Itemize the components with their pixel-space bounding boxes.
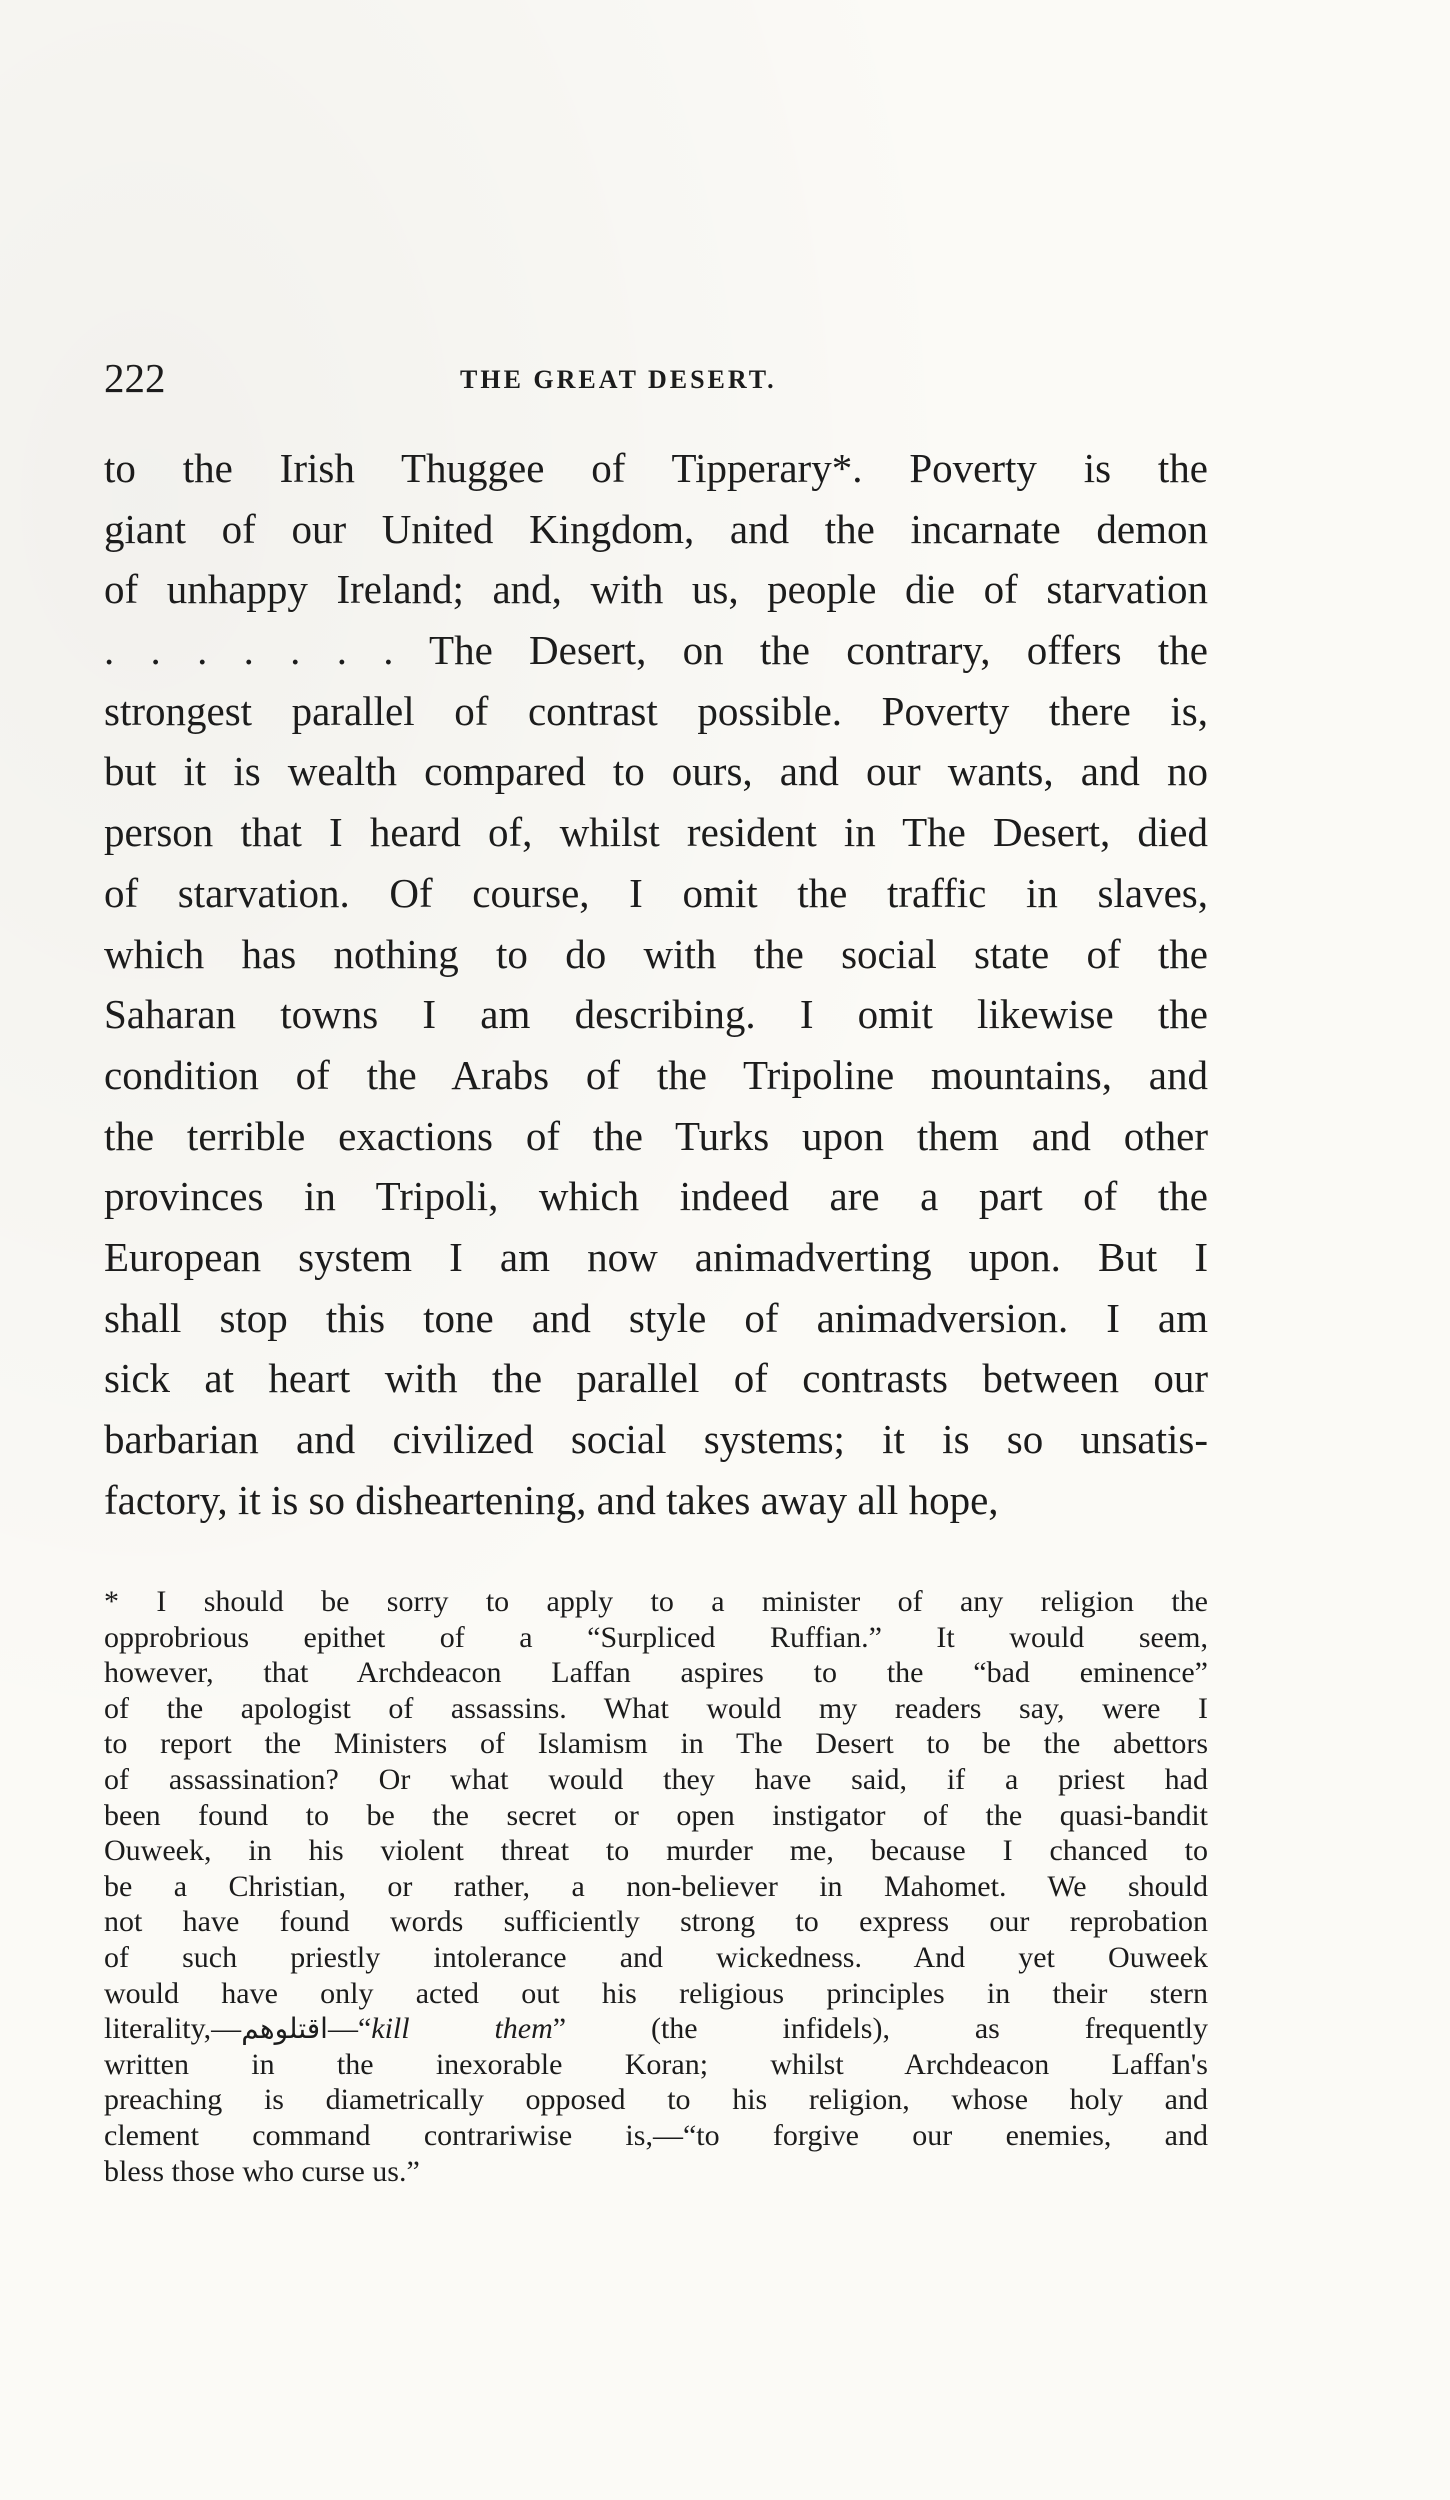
body-line: factory, it is so disheartening, and takes away all hope, [104, 1476, 999, 1523]
footnote-line: been found to be the secret or open instigator of the quasi-bandit [104, 1798, 1208, 1832]
footnote-text: —“ [327, 2012, 372, 2046]
body-line: Saharan towns I am describing. I omit likewise the [104, 991, 1208, 1038]
footnote-line: clement command contrariwise is,—“to forgive our enemies, and [104, 2118, 1208, 2152]
footnote-line: would have only acted out his religious principles in their stern [104, 1976, 1208, 2010]
footnote-line: * I should be sorry to apply to a minister of any religion the [104, 1585, 1208, 1618]
body-line: of unhappy Ireland; and, with us, people die of starvation [104, 566, 1208, 613]
body-line: shall stop this tone and style of animadversion. I am [104, 1294, 1208, 1341]
footnote [104, 1584, 1208, 2189]
footnote-line: not have found words sufficiently strong to express our reprobation [104, 1905, 1208, 1939]
footnote-line: be a Christian, or rather, a non-believer in Mahomet. We should [104, 1869, 1208, 1903]
body-line: of starvation. Of course, I omit the traffic in slaves, [104, 869, 1208, 916]
footnote-line: however, that Archdeacon Laffan aspires to the “bad eminence” [104, 1656, 1208, 1690]
body-line: condition of the Arabs of the Tripoline mountains, and [104, 1051, 1208, 1098]
body-line: person that I heard of, whilst resident in The Desert, died [104, 809, 1208, 856]
body-line: strongest parallel of contrast possible. Poverty there is, [104, 687, 1208, 734]
footnote-text: literality,— [104, 2012, 242, 2046]
body-line: the terrible exactions of the Turks upon them and other [104, 1112, 1208, 1159]
body-line: to the Irish Thuggee of Tipperary*. Poverty is the [104, 445, 1208, 491]
arabic-word: اقتلوهم [241, 2012, 328, 2046]
body-line: sick at heart with the parallel of contrasts between our [104, 1355, 1208, 1402]
footnote-line: bless those who curse us.” [104, 2154, 420, 2188]
footnote-line: of such priestly intolerance and wickedness. And yet Ouweek [104, 1940, 1208, 1974]
footnote-line: preaching is diametrically opposed to his religion, whose holy and [104, 2083, 1208, 2117]
body-line: provinces in Tripoli, which indeed are a part of the [104, 1173, 1208, 1220]
footnote-text: ” (the infidels), as frequently [552, 2012, 1208, 2046]
body-line: European system I am now animadverting upon. But I [104, 1233, 1208, 1280]
body-line: which has nothing to do with the social state of the [104, 930, 1208, 977]
footnote-line: Ouweek, in his violent threat to murder me, because I chanced to [104, 1834, 1208, 1868]
footnote-line: to report the Ministers of Islamism in The Desert to be the abettors [104, 1727, 1208, 1761]
page-header [104, 352, 1208, 404]
footnote-line: of the apologist of assassins. What would my readers say, were I [104, 1691, 1208, 1725]
footnote-line: opprobrious epithet of a “Surpliced Ruffian.” It would seem, [104, 1620, 1208, 1654]
italic-phrase: kill them [371, 2012, 553, 2046]
footnote-line-with-arabic [104, 2011, 1208, 2047]
footnote-line: of assassination? Or what would they have said, if a priest had [104, 1762, 1208, 1796]
body-line: but it is wealth compared to ours, and our wants, and no [104, 748, 1208, 795]
body-line: . . . . . . . The Desert, on the contrary, offers the [104, 627, 1208, 674]
running-title: THE GREAT DESERT. [460, 365, 777, 394]
body-line: barbarian and civilized social systems; it is so unsatis- [104, 1416, 1208, 1462]
footnote-line: written in the inexorable Koran; whilst Archdeacon Laffan's [104, 2047, 1208, 2081]
body-text [104, 438, 1208, 1530]
page-number: 222 [104, 355, 166, 401]
body-line: giant of our United Kingdom, and the incarnate demon [104, 505, 1208, 552]
